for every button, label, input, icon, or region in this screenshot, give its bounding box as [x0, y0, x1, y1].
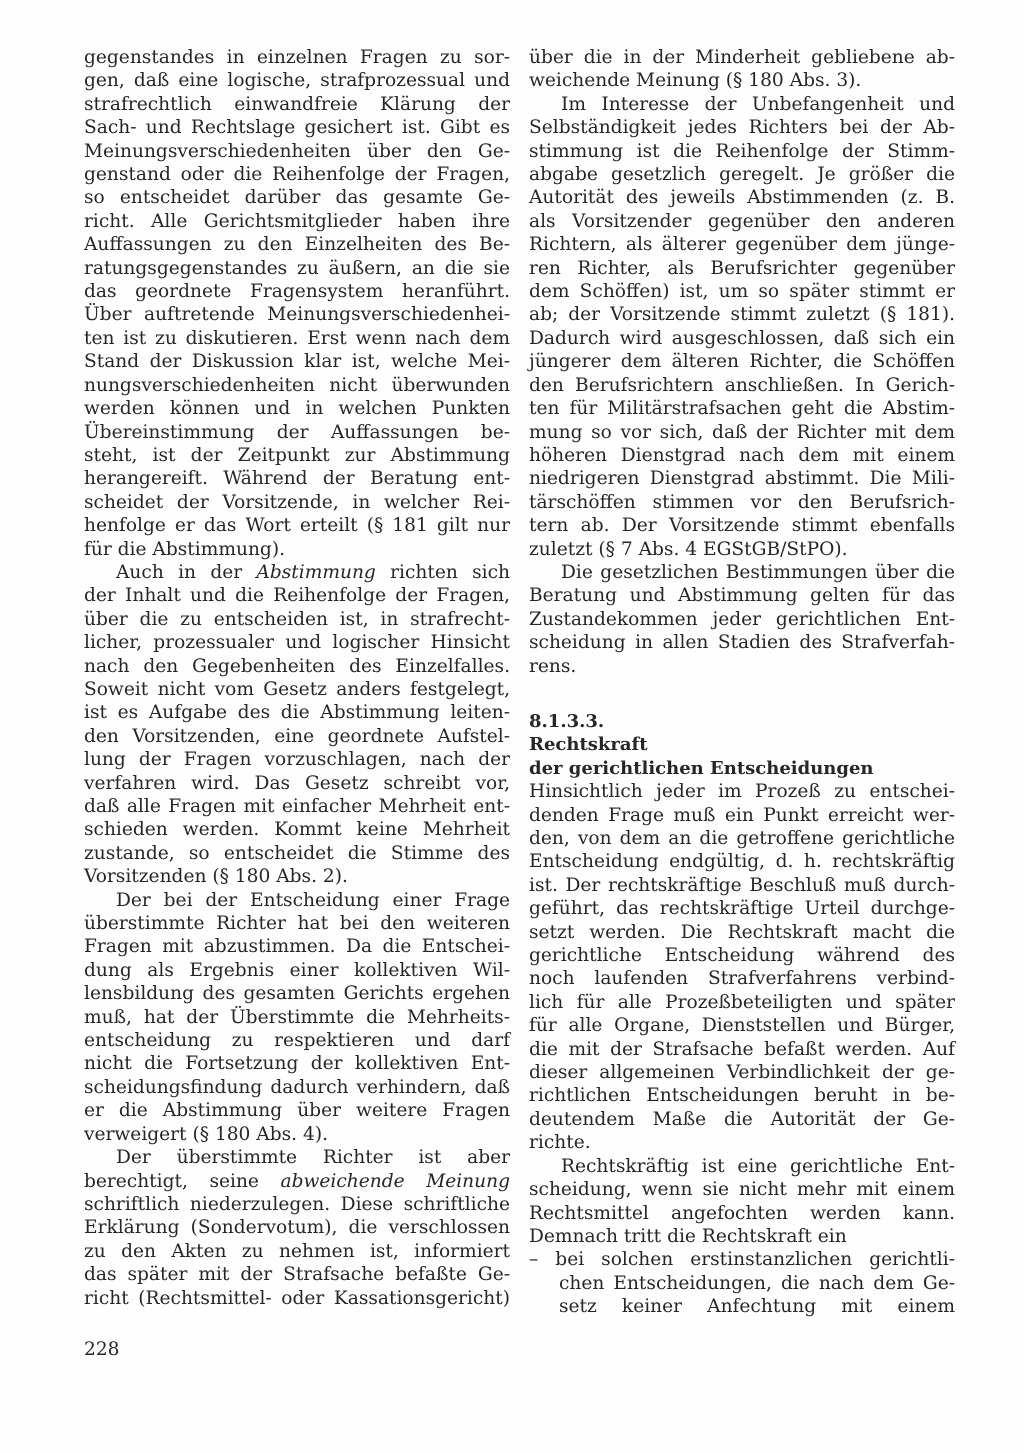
text-line: stimmung ist die Reihenfolge der Stimm-: [529, 140, 955, 162]
text-line: herangereift. Während der Beratung ent-: [84, 468, 510, 490]
text-line: lung der Fragen vorzuschlagen, nach der: [84, 749, 510, 771]
text-line: steht, ist der Zeitpunkt zur Abstimmung: [84, 444, 510, 466]
text-line: das später mit der Strafsache befaßte Ge-: [84, 1264, 510, 1286]
text-line: jüngerer dem älteren Richter, die Schöffen: [529, 351, 955, 373]
text-line: setzt werden. Die Rechtskraft macht die: [529, 921, 955, 943]
text-line: genstand oder die Reihenfolge der Fragen,: [84, 164, 510, 186]
text-line: Selbständigkeit jedes Richters bei der Ab-: [529, 117, 955, 139]
emphasized-term: Abstimmung: [256, 561, 376, 583]
text-line: Auffassungen zu den Einzelheiten des Be-: [84, 234, 510, 256]
text-line: Die gesetzlichen Bestimmungen über die: [561, 561, 955, 583]
text-line: zu den Akten zu nehmen ist, informiert: [84, 1240, 510, 1262]
text-line: die mit der Strafsache befaßt werden. Auf: [529, 1038, 955, 1060]
text-line: Fragen mit abzustimmen. Da die Entschei-: [84, 936, 510, 958]
text-line: gegenstandes in einzelnen Fragen zu sor-: [84, 47, 510, 68]
text-line: Vorsitzenden (§ 180 Abs. 2).: [84, 866, 348, 888]
section-heading-line: 8.1.3.3.: [529, 710, 605, 732]
text-line: setz keiner Anfechtung mit einem: [559, 1296, 955, 1318]
text-line: für die Abstimmung).: [84, 538, 285, 560]
text-line: Soweit nicht vom Gesetz anders festgelegt,: [84, 678, 510, 700]
text-line: Stand der Diskussion klar ist, welche Mei-: [84, 351, 510, 373]
text-line: ratungsgegenstandes zu äußern, an die sie: [84, 257, 510, 279]
section-heading-line: Rechtskraft: [529, 734, 648, 756]
left-text-column: [84, 46, 510, 1310]
text-line: tern ab. Der Vorsitzende stimmt ebenfalls: [529, 515, 955, 537]
text-line: den, von dem an die getroffene gerichtliche: [529, 828, 955, 849]
text-line: Übereinstimmung der Auffassungen be-: [84, 421, 510, 443]
text-line: Der bei der Entscheidung einer Frage: [116, 889, 510, 911]
section-spacer: [529, 678, 955, 710]
text-line: Entscheidung endgültig, d. h. rechtskräftig: [529, 851, 955, 873]
text-line: ten ist zu diskutieren. Erst wenn nach dem: [84, 327, 510, 349]
text-line: so entscheidet darüber das gesamte Ge-: [84, 187, 510, 209]
text-line: weichende Meinung (§ 180 Abs. 3).: [529, 70, 862, 92]
text-line: Demnach tritt die Rechtskraft ein: [529, 1225, 847, 1247]
text-line: denden Frage muß ein Punkt erreicht wer-: [529, 804, 955, 826]
text-line: lich für alle Prozeßbeteiligten und später: [529, 991, 955, 1013]
section-heading-line: der gerichtlichen Entscheidungen: [529, 757, 874, 779]
text-line: strafrechtlich einwandfreie Klärung der: [84, 93, 510, 115]
text-line: scheidung, wenn sie nicht mehr mit einem: [529, 1179, 955, 1201]
text-line: ten für Militärstrafsachen geht die Abstim-: [529, 398, 955, 420]
text-line: gerichtliche Entscheidung während des: [529, 945, 955, 967]
text-line: scheidung in allen Stadien des Strafverfah-: [529, 632, 955, 654]
page-number: 228: [84, 1339, 120, 1360]
text-line: Erklärung (Sondervotum), die verschlossen: [84, 1217, 510, 1239]
text-line: als Vorsitzender gegenüber den anderen: [529, 210, 955, 232]
text-line: zuletzt (§ 7 Abs. 4 EGStGB/StPO).: [529, 538, 848, 560]
text-line: henfolge er das Wort erteilt (§ 181 gilt nur: [84, 515, 510, 537]
text-line: nicht die Fortsetzung der kollektiven Ent-: [84, 1053, 510, 1075]
emphasized-term: abweichende Meinung: [280, 1170, 511, 1192]
text-line: ab; der Vorsitzende stimmt zuletzt (§ 181).: [529, 304, 955, 326]
text-line: schriftlich niederzulegen. Diese schriftliche: [84, 1193, 510, 1215]
text-line: richt (Rechtsmittel- oder Kassationsgericht): [84, 1287, 510, 1309]
text-line: Richtern, als älterer gegenüber dem jünge-: [529, 234, 955, 256]
text-line: chen Entscheidungen, die nach dem Ge-: [559, 1272, 955, 1294]
right-text-column: [529, 46, 955, 1319]
text-line: zustande, so entscheidet die Stimme des: [84, 842, 510, 864]
text-line: daß alle Fragen mit einfacher Mehrheit ent-: [84, 796, 510, 817]
text-line: höheren Dienstgrad nach dem mit einem: [529, 444, 955, 466]
text-line: Rechtsmittel angefochten werden kann.: [529, 1202, 955, 1224]
text-line: ist es Aufgabe des die Abstimmung leiten-: [84, 702, 510, 724]
text-line: Beratung und Abstimmung gelten für das: [529, 585, 955, 607]
text-line: dung als Ergebnis einer kollektiven Wil-: [84, 959, 510, 981]
text-line: werden können und in welchen Punkten: [84, 398, 510, 420]
text-line: das geordnete Fragensystem heranführt.: [84, 281, 510, 303]
text-line: noch laufenden Strafverfahrens verbind-: [529, 968, 955, 990]
text-line: nach den Gegebenheiten des Einzelfalles.: [84, 655, 510, 677]
text-line: mung so vor sich, daß der Richter mit dem: [529, 421, 955, 443]
text-line: lensbildung des gesamten Gerichts ergehen: [84, 983, 510, 1005]
text-line: licher, prozessualer und logischer Hinsicht: [84, 632, 510, 654]
text-line: über die zu entscheiden ist, in strafrecht-: [84, 608, 510, 630]
text-line: ren Richter, als Berufsrichter gegenüber: [529, 257, 955, 279]
text-line: berechtigt, seine abweichende Meinung: [84, 1170, 511, 1192]
text-line: abgabe gesetzlich geregelt. Je größer die: [529, 164, 955, 186]
text-line: richt. Alle Gerichtsmitglieder haben ihre: [84, 210, 510, 232]
text-line: Sach- und Rechtslage gesichert ist. Gibt es: [84, 117, 510, 139]
text-line: er die Abstimmung über weitere Fragen: [84, 1100, 510, 1122]
text-line: Zustandekommen jeder gerichtlichen Ent-: [529, 608, 955, 630]
text-line: deutendem Maße die Autorität der Ge-: [529, 1108, 955, 1130]
text-line: verfahren wird. Das Gesetz schreibt vor,: [84, 772, 510, 794]
text-line: verweigert (§ 180 Abs. 4).: [84, 1123, 328, 1145]
text-line: scheidungsfindung dadurch verhindern, daß: [84, 1076, 510, 1098]
text-line: Im Interesse der Unbefangenheit und: [561, 93, 955, 115]
text-line: dem Schöffen) ist, um so später stimmt er: [529, 281, 955, 303]
text-line: schieden werden. Kommt keine Mehrheit: [84, 819, 510, 841]
text-line: richte.: [529, 1132, 591, 1154]
text-line: Rechtskräftig ist eine gerichtliche Ent-: [561, 1155, 955, 1177]
text-line: muß, hat der Überstimmte die Mehrheits-: [84, 1006, 510, 1028]
text-line: Dadurch wird ausgeschlossen, daß sich ein: [529, 327, 955, 349]
text-line: rens.: [529, 655, 577, 677]
text-line: Auch in der Abstimmung richten sich: [116, 561, 510, 583]
text-line: dieser allgemeinen Verbindlichkeit der ge-: [529, 1062, 955, 1084]
text-line: entscheidung zu respektieren und darf: [84, 1030, 510, 1052]
text-line: – bei solchen erstinstanzlichen gerichtli-: [529, 1249, 955, 1271]
text-line: niedrigeren Dienstgrad abstimmt. Die Mili-: [529, 468, 955, 490]
text-line: Meinungsverschiedenheiten über den Ge-: [84, 140, 510, 162]
text-line: Autorität des jeweils Abstimmenden (z. B.: [529, 187, 955, 209]
text-line: gen, daß eine logische, strafprozessual und: [84, 70, 510, 92]
text-line: Über auftretende Meinungsverschiedenhei-: [84, 304, 510, 326]
text-line: überstimmte Richter hat bei den weiteren: [84, 913, 510, 935]
text-line: der Inhalt und die Reihenfolge der Fragen,: [84, 585, 510, 607]
text-line: richtlichen Entscheidungen beruht in be-: [529, 1085, 955, 1107]
text-line: tärschöffen stimmen vor den Berufsrich-: [529, 491, 955, 513]
text-line: für alle Organe, Dienststellen und Bürger,: [529, 1015, 955, 1037]
text-line: Der überstimmte Richter ist aber: [116, 1147, 510, 1169]
text-line: scheidet der Vorsitzende, in welcher Rei-: [84, 491, 510, 513]
text-line: den Vorsitzenden, eine geordnete Aufstel-: [84, 725, 510, 747]
text-line: über die in der Minderheit gebliebene ab-: [529, 47, 955, 68]
text-line: geführt, das rechtskräftige Urteil durchge-: [529, 898, 955, 920]
text-line: Hinsichtlich jeder im Prozeß zu entschei-: [529, 781, 955, 803]
text-line: nungsverschiedenheiten nicht überwunden: [84, 374, 510, 396]
text-line: ist. Der rechtskräftige Beschluß muß durch-: [529, 874, 955, 896]
text-line: den Berufsrichtern anschließen. In Gerich-: [529, 374, 955, 396]
